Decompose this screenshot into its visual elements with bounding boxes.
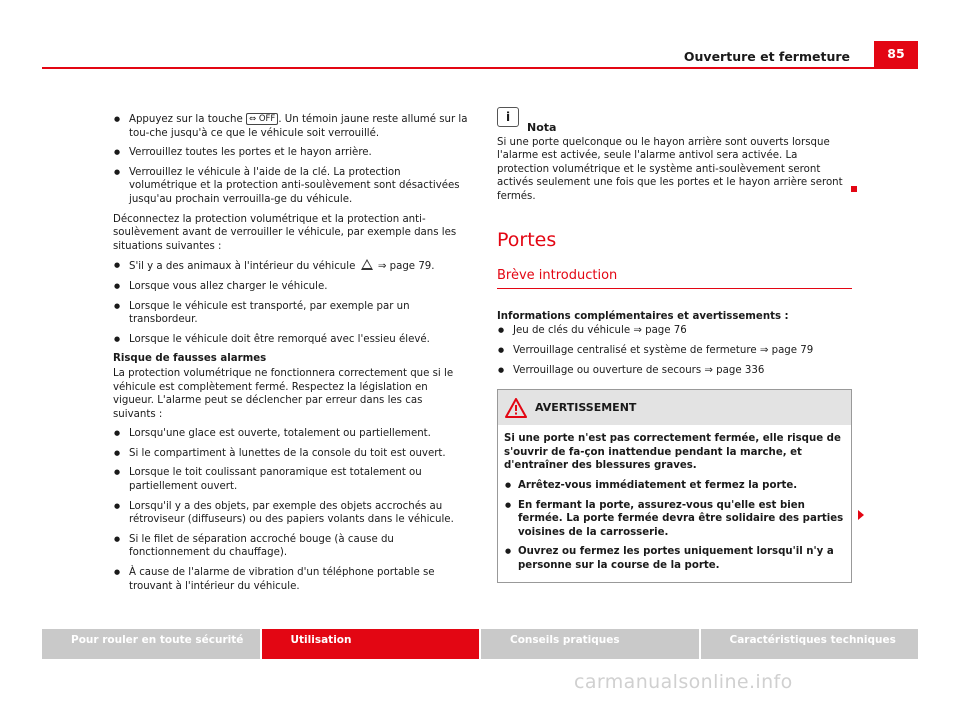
- list-item: ● Verrouillez le véhicule à l'aide de la clé. La protection volumétrique et la protection anti-soulèvement sont désactivées jusqu'au prochain verrouilla-ge du véhicule.: [113, 166, 468, 207]
- warning-title: AVERTISSEMENT: [535, 400, 637, 414]
- info-link-item[interactable]: ● Verrouillage centralisé et système de fermeture ⇒ page 79: [497, 344, 852, 358]
- warning-item: ● Ouvrez ou fermez les portes uniquement lorsqu'il n'y a personne sur la course de la porte.: [504, 545, 845, 572]
- warning-triangle-icon: [505, 398, 527, 418]
- footer-tab-practical-tips[interactable]: Conseils pratiques: [481, 629, 699, 659]
- right-column: [497, 110, 852, 583]
- warning-intro: Si une porte n'est pas correctement fermée, elle risque de s'ouvrir de fa-çon inattendue pendant la marche, et d'entraîner des blessures graves.: [504, 433, 841, 472]
- list-item: ● À cause de l'alarme de vibration d'un téléphone portable se trouvant à l'intérieur du véhicule.: [113, 566, 468, 593]
- footer-tab-technical-specs[interactable]: Caractéristiques techniques: [701, 629, 919, 659]
- paragraph: Déconnectez la protection volumétrique et la protection anti-soulèvement avant de verrouiller le véhicule, par exemple dans les situations suivantes :: [113, 213, 457, 252]
- paragraph: La protection volumétrique ne fonctionnera correctement que si le véhicule est complètement fermé. Respectez la législation en vigueur. L'alarme peut se déclencher par erreur dans les cas suivants :: [113, 367, 454, 420]
- footer-tab-usage[interactable]: Utilisation: [262, 629, 480, 659]
- list-item: ● Verrouillez toutes les portes et le hayon arrière.: [113, 146, 468, 160]
- subheading: Risque de fausses alarmes: [113, 353, 267, 365]
- section-title: Portes: [497, 228, 557, 251]
- end-of-section-marker: [851, 186, 857, 192]
- note-icon: i: [497, 107, 519, 127]
- list-item: ● S'il y a des animaux à l'intérieur du véhicule ⇒ page 79.: [113, 259, 468, 274]
- continue-arrow-icon: [858, 510, 864, 520]
- page-number: 85: [874, 41, 918, 67]
- list-item: ● Lorsqu'une glace est ouverte, totalement ou partiellement.: [113, 427, 468, 441]
- warning-body: [498, 425, 851, 582]
- list-item: ● Lorsque vous allez charger le véhicule.: [113, 280, 468, 294]
- alarm-off-key-icon: ⇔ OFF: [246, 113, 278, 125]
- info-link-item[interactable]: ● Jeu de clés du véhicule ⇒ page 76: [497, 324, 852, 338]
- warning-box: [497, 389, 852, 583]
- list-item: ● Lorsque le véhicule est transporté, par exemple par un transbordeur.: [113, 300, 468, 327]
- list-item: ● Appuyez sur la touche ⇔ OFF . Un témoin jaune reste allumé sur la tou-che jusqu'à ce que le véhicule soit verrouillé.: [113, 113, 468, 140]
- list-item: ● Lorsque le toit coulissant panoramique est totalement ou partiellement ouvert.: [113, 466, 468, 493]
- watermark: carmanualsonline.info: [574, 671, 793, 693]
- info-link-item[interactable]: ● Verrouillage ou ouverture de secours ⇒ page 336: [497, 364, 852, 378]
- note-title: Nota: [527, 121, 557, 134]
- footer-nav: [42, 629, 918, 659]
- info-heading: Informations complémentaires et avertissements :: [497, 310, 789, 322]
- warning-item: ● Arrêtez-vous immédiatement et fermez la porte.: [504, 479, 845, 493]
- list-item: ● Si le compartiment à lunettes de la console du toit est ouvert.: [113, 447, 468, 461]
- warning-icon: [361, 259, 373, 270]
- warning-item: ● En fermant la porte, assurez-vous qu'elle est bien fermée. La porte fermée devra être solidaire des parties voisines de la carrosserie.: [504, 499, 845, 540]
- list-item: ● Lorsqu'il y a des objets, par exemple des objets accrochés au rétroviseur (diffuseurs) ou des papiers volants dans le véhicule.: [113, 500, 468, 527]
- footer-tab-safety[interactable]: Pour rouler en toute sécurité: [42, 629, 260, 659]
- note-text: Si une porte quelconque ou le hayon arrière sont ouverts lorsque l'alarme est activée, seule l'alarme antivol sera activée. La protection volumétrique et le système anti-soulèvement seront activés seulement une fois que les portes et le hayon arrière seront fermés.: [497, 136, 843, 202]
- list-item: ● Lorsque le véhicule doit être remorqué avec l'essieu élevé.: [113, 333, 468, 347]
- subsection-title: Brève introduction: [497, 269, 852, 289]
- list-item: ● Si le filet de séparation accroché bouge (à cause du fonctionnement du chauffage).: [113, 533, 468, 560]
- header-rule: [42, 67, 918, 69]
- warning-box-header: [498, 390, 851, 425]
- left-column: [113, 113, 468, 599]
- note-header: [497, 110, 852, 135]
- page-header-title: Ouverture et fermeture: [683, 49, 850, 64]
- page-reference-link[interactable]: ⇒ page 79.: [377, 261, 435, 273]
